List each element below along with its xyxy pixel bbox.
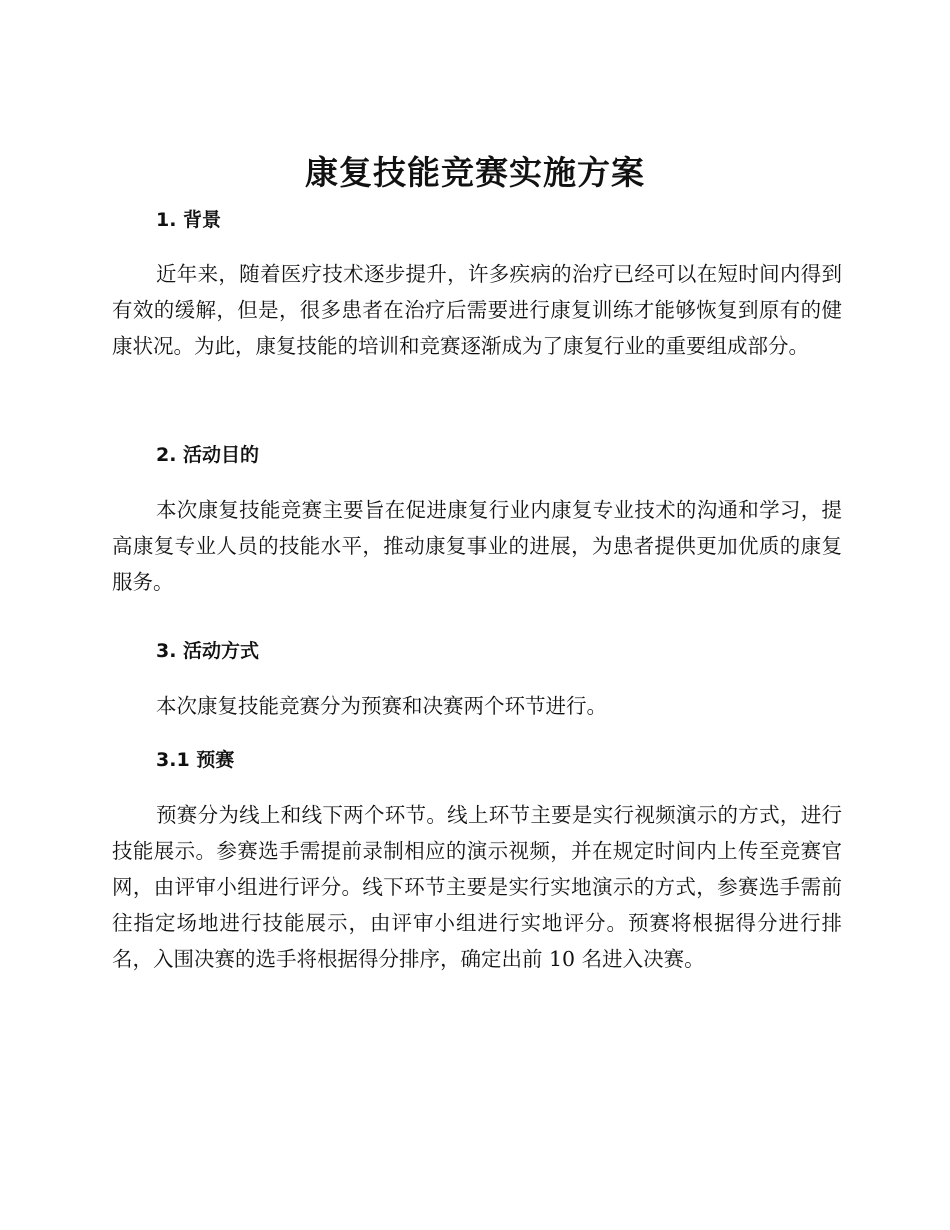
section-heading-purpose: 2. 活动目的 bbox=[156, 444, 260, 466]
section-body-background: 近年来，随着医疗技术逐步提升，许多疾病的治疗已经可以在短时间内得到有效的缓解，但是，很多患者在治疗后需要进行康复训练才能够恢复到原有的健康状况。为此，康复技能的培训和竞赛逐渐成为了康复行业的重要组成部分。 bbox=[112, 262, 842, 358]
section-body-preliminary: 预赛分为线上和线下两个环节。线上环节主要是实行视频演示的方式，进行技能展示。参赛选手需提前录制相应的演示视频，并在规定时间内上传至竞赛官网，由评审小组进行评分。线下环节主要是实行实地演示的方式，参赛选手需前往指定场地进行技能展示，由评审小组进行实地评分。预赛将根据得分进行排名，入围决赛的选手将根据得分排序，确定出前 10 名进入决赛。 bbox=[112, 803, 842, 971]
section-heading-preliminary: 3.1 预赛 bbox=[156, 749, 235, 771]
section-body-method: 本次康复技能竞赛分为预赛和决赛两个环节进行。 bbox=[156, 694, 607, 718]
section-heading-method: 3. 活动方式 bbox=[156, 640, 260, 662]
document-title: 康复技能竞赛实施方案 bbox=[305, 153, 645, 192]
section-body-purpose: 本次康复技能竞赛主要旨在促进康复行业内康复专业技术的沟通和学习，提高康复专业人员的技能水平，推动康复事业的进展，为患者提供更加优质的康复服务。 bbox=[112, 498, 842, 594]
section-heading-background: 1. 背景 bbox=[156, 209, 222, 231]
